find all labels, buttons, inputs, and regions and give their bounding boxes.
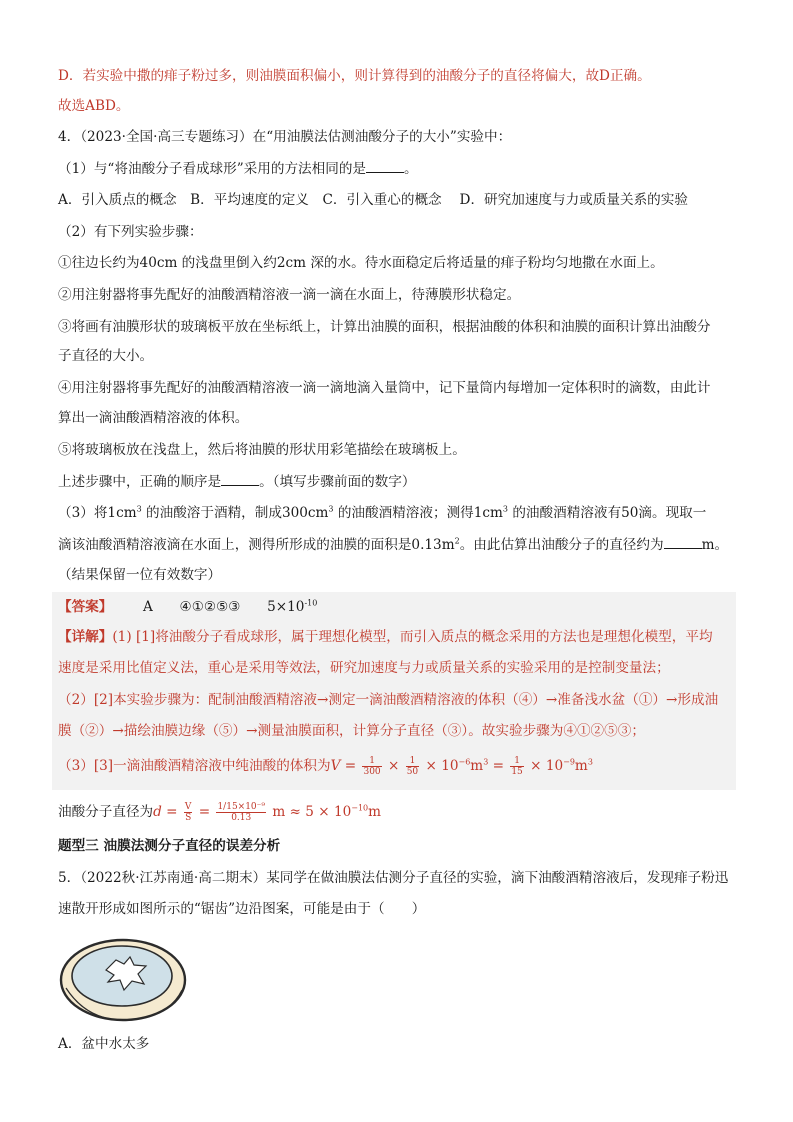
step-3-line1: ③将画有油膜形状的玻璃板平放在坐标纸上，计算出油膜的面积，根据油酸的体积和油膜的面积计算出油酸分 bbox=[58, 319, 711, 335]
question-4-part1: （1）与“将油酸分子看成球形”采用的方法相同的是 。 bbox=[58, 158, 418, 179]
option-d-explanation: D．若实验中撒的痱子粉过多，则油膜面积偏小，则计算得到的油酸分子的直径将偏大，故D正确。 bbox=[58, 68, 651, 84]
answer-blank bbox=[221, 471, 259, 486]
step-4-line1: ④用注射器将事先配好的油酸酒精溶液一滴一滴地滴入量筒中，记下量筒内每增加一定体积时的滴数，由此计 bbox=[58, 380, 711, 396]
detail-tag: 【详解】 bbox=[58, 629, 113, 645]
question-5-line1: 5．（2022秋·江苏南通·高二期末）某同学在做油膜法估测分子直径的实验，滴下油酸酒精溶液后，发现痱子粉迅 bbox=[58, 870, 729, 886]
answer-tag: 【答案】 bbox=[58, 599, 113, 615]
oil-film-dish-illustration bbox=[58, 930, 188, 1030]
question-4-part3-line2: 滴该油酸酒精溶液滴在水面上，测得所形成的油膜的面积是$0.13m^2$。由此估算出油酸分子的直径约为 m。 bbox=[58, 534, 728, 555]
detail-p3-formula: （3）[3]一滴油酸酒精溶液中纯油酸的体积为V = $\frac{1}{300}$ × $\frac{1}{50}$ × $10^{-6}m^3$ = $\frac{1}{15}$ × $10^{-9}m^3$ bbox=[58, 756, 593, 777]
question-5-option-a: A．盆中水太多 bbox=[58, 1036, 150, 1052]
question-4-part2: （2）有下列实验步骤： bbox=[58, 224, 203, 240]
answer-choice: 故选ABD。 bbox=[58, 98, 130, 114]
detail-p2-line1: （2）[2]本实验步骤为：配制油酸酒精溶液→测定一滴油酸酒精溶液的体积（④）→准备浅水盆（①）→形成油 bbox=[58, 692, 719, 708]
answer-3: $5\times 10^{-10}$ bbox=[267, 598, 318, 615]
section-title: 题型三 油膜法测分子直径的误差分析 bbox=[58, 838, 281, 854]
answer-2: ④①②⑤③ bbox=[179, 599, 241, 615]
question-5-line2: 速散开形成如图所示的“锯齿”边沿图案，可能是由于（ ） bbox=[58, 901, 426, 917]
question-4-options: A．引入质点的概念 B．平均速度的定义 C．引入重心的概念 D．研究加速度与力或质量关系的实验 bbox=[58, 192, 688, 208]
detail-p1-line1: 【详解】(1) [1]将油酸分子看成球形，属于理想化模型，而引入质点的概念采用的方法也是理想化模型，平均 bbox=[58, 629, 713, 645]
step-5: ⑤将玻璃板放在浅盘上，然后将油膜的形状用彩笔描绘在玻璃板上。 bbox=[58, 442, 466, 458]
answer-blank bbox=[664, 534, 702, 549]
question-4-title: 4．（2023·全国·高三专题练习）在“用油膜法估测油酸分子的大小”实验中： bbox=[58, 129, 512, 145]
answer-line bbox=[58, 597, 317, 617]
detail-p1-line2: 速度是采用比值定义法，重心是采用等效法，研究加速度与力或质量关系的实验采用的是控制变量法； bbox=[58, 660, 670, 676]
step-2: ②用注射器将事先配好的油酸酒精溶液一滴一滴在水面上，待薄膜形状稳定。 bbox=[58, 287, 521, 303]
step-1: ①往边长约为40cm 的浅盘里倒入约2cm 深的水。待水面稳定后将适量的痱子粉均匀地撒在水面上。 bbox=[58, 255, 664, 271]
step-4-line2: 算出一滴油酸酒精溶液的体积。 bbox=[58, 410, 249, 426]
step-3-line2: 子直径的大小。 bbox=[58, 348, 154, 364]
order-question: 上述步骤中，正确的顺序是 。（填写步骤前面的数字） bbox=[58, 471, 415, 492]
detail-p2-line2: 膜（②）→描绘油膜边缘（⑤）→测量油膜面积，计算分子直径（③）。故实验步骤为④①②⑤③； bbox=[58, 723, 645, 739]
detail-p4-formula: 油酸分子直径为d = $\frac{V}{S}$ = $\frac{\text{1/15×10⁻⁹}}{0.13}$ $m \approx 5 \times 10^{-10}m$ bbox=[58, 802, 382, 823]
question-4-part3-line3: （结果保留一位有效数字） bbox=[58, 567, 222, 583]
question-4-part3-line1: （3）将$1cm^3$ 的油酸溶于酒精，制成$300cm^3$ 的油酸酒精溶液；测得$1cm^3$ 的油酸酒精溶液有50滴。现取一 bbox=[58, 504, 707, 521]
answer-blank bbox=[366, 158, 404, 173]
answer-1: A bbox=[143, 599, 153, 615]
